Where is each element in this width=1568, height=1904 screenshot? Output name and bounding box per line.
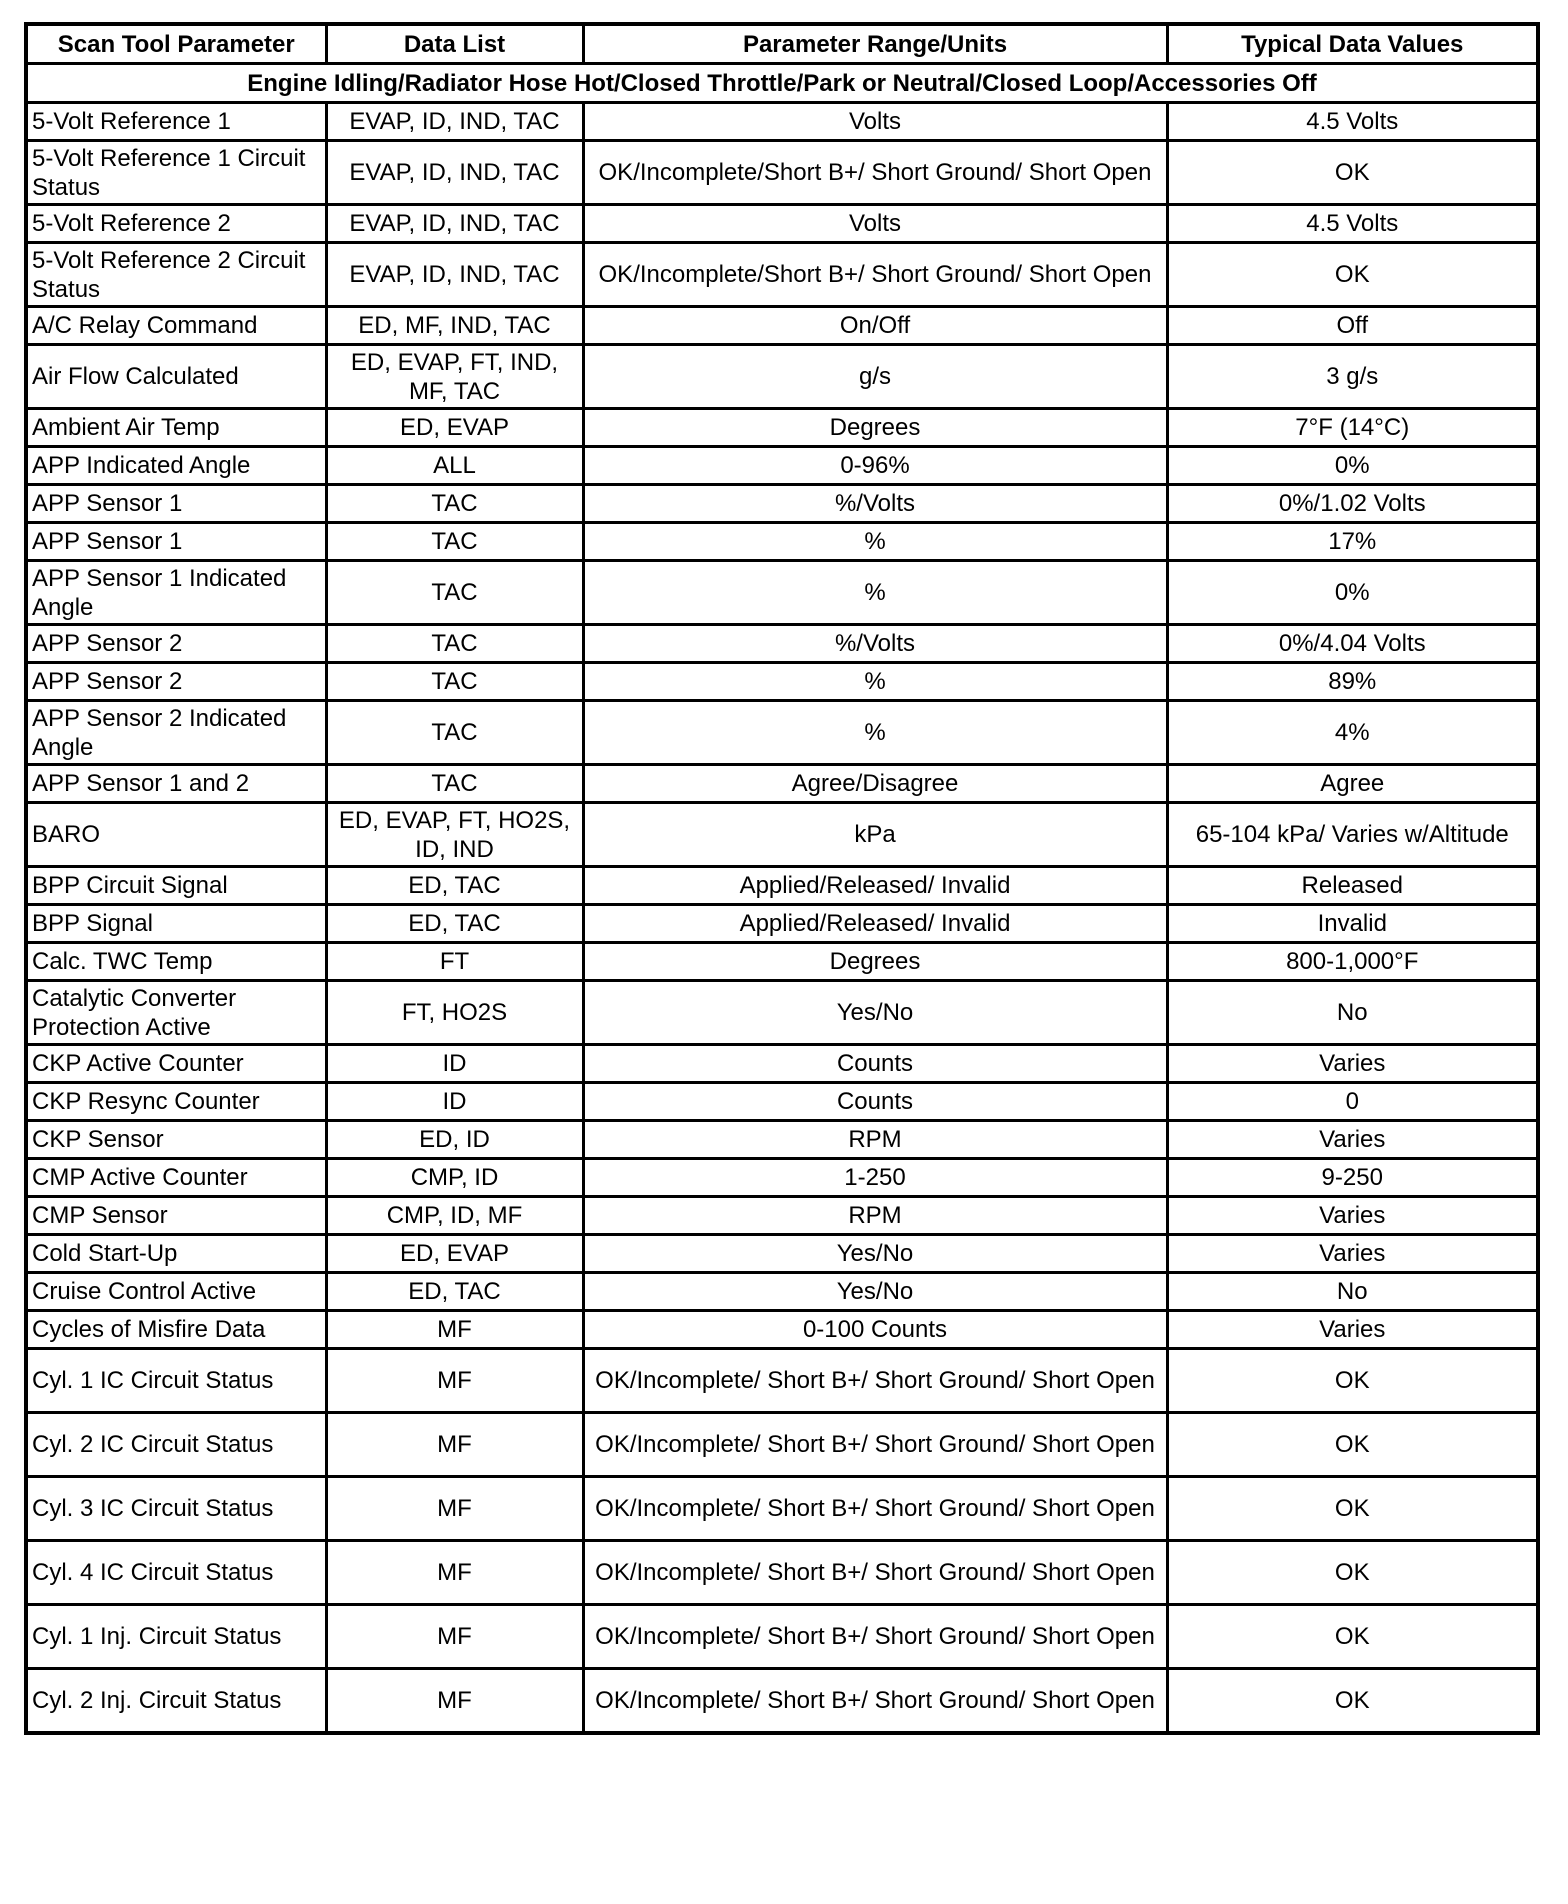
typical-value-cell: Varies — [1167, 1121, 1538, 1159]
data-list-cell: TAC — [326, 561, 583, 625]
param-cell: A/C Relay Command — [26, 307, 326, 345]
range-cell: OK/Incomplete/ Short B+/ Short Ground/ Short Open — [583, 1605, 1167, 1669]
param-cell: Ambient Air Temp — [26, 409, 326, 447]
data-list-cell: ALL — [326, 447, 583, 485]
typical-value-cell: OK — [1167, 1605, 1538, 1669]
typical-value-cell: Invalid — [1167, 905, 1538, 943]
data-list-cell: EVAP, ID, IND, TAC — [326, 103, 583, 141]
typical-value-cell: 0%/1.02 Volts — [1167, 485, 1538, 523]
typical-value-cell: OK — [1167, 1477, 1538, 1541]
range-cell: OK/Incomplete/ Short B+/ Short Ground/ Short Open — [583, 1349, 1167, 1413]
param-cell: BARO — [26, 803, 326, 867]
typical-value-cell: 4% — [1167, 701, 1538, 765]
param-cell: APP Sensor 2 Indicated Angle — [26, 701, 326, 765]
table-row — [26, 1413, 1538, 1477]
typical-value-cell: 0% — [1167, 447, 1538, 485]
param-cell: 5-Volt Reference 1 — [26, 103, 326, 141]
param-cell: BPP Signal — [26, 905, 326, 943]
param-cell: Air Flow Calculated — [26, 345, 326, 409]
table-row — [26, 625, 1538, 663]
data-list-cell: ED, MF, IND, TAC — [326, 307, 583, 345]
data-list-cell: MF — [326, 1541, 583, 1605]
data-list-cell: FT, HO2S — [326, 981, 583, 1045]
table-row — [26, 1235, 1538, 1273]
range-cell: OK/Incomplete/ Short B+/ Short Ground/ Short Open — [583, 1541, 1167, 1605]
param-cell: Calc. TWC Temp — [26, 943, 326, 981]
data-list-cell: EVAP, ID, IND, TAC — [326, 243, 583, 307]
typical-value-cell: No — [1167, 981, 1538, 1045]
table-row — [26, 1541, 1538, 1605]
range-cell: OK/Incomplete/ Short B+/ Short Ground/ Short Open — [583, 1669, 1167, 1734]
typical-value-cell: Varies — [1167, 1311, 1538, 1349]
param-cell: CKP Resync Counter — [26, 1083, 326, 1121]
table-row — [26, 1605, 1538, 1669]
param-cell: APP Sensor 1 — [26, 523, 326, 561]
table-row — [26, 1159, 1538, 1197]
table-row — [26, 485, 1538, 523]
table-row — [26, 1083, 1538, 1121]
table-row — [26, 141, 1538, 205]
data-list-cell: ID — [326, 1083, 583, 1121]
typical-value-cell: 0% — [1167, 561, 1538, 625]
header-row — [26, 24, 1538, 64]
typical-value-cell: OK — [1167, 141, 1538, 205]
data-list-cell: ED, TAC — [326, 1273, 583, 1311]
table-row — [26, 1045, 1538, 1083]
range-cell: Counts — [583, 1045, 1167, 1083]
data-list-cell: ED, TAC — [326, 867, 583, 905]
range-cell: OK/Incomplete/Short B+/ Short Ground/ Short Open — [583, 141, 1167, 205]
typical-value-cell: OK — [1167, 1349, 1538, 1413]
typical-value-cell: Agree — [1167, 765, 1538, 803]
data-list-cell: ED, ID — [326, 1121, 583, 1159]
param-cell: CMP Sensor — [26, 1197, 326, 1235]
range-cell: 0-96% — [583, 447, 1167, 485]
table-row — [26, 663, 1538, 701]
param-cell: APP Sensor 1 — [26, 485, 326, 523]
table-row — [26, 1197, 1538, 1235]
range-cell: % — [583, 701, 1167, 765]
typical-value-cell: 89% — [1167, 663, 1538, 701]
range-cell: 0-100 Counts — [583, 1311, 1167, 1349]
param-cell: Cold Start-Up — [26, 1235, 326, 1273]
range-cell: kPa — [583, 803, 1167, 867]
table-row — [26, 1121, 1538, 1159]
table-row — [26, 103, 1538, 141]
table-row — [26, 243, 1538, 307]
range-cell: Degrees — [583, 943, 1167, 981]
range-cell: Applied/Released/ Invalid — [583, 905, 1167, 943]
range-cell: % — [583, 663, 1167, 701]
param-cell: Cyl. 3 IC Circuit Status — [26, 1477, 326, 1541]
range-cell: Volts — [583, 205, 1167, 243]
param-cell: APP Sensor 1 and 2 — [26, 765, 326, 803]
table-row — [26, 765, 1538, 803]
typical-value-cell: Varies — [1167, 1045, 1538, 1083]
table-row — [26, 447, 1538, 485]
typical-value-cell: Released — [1167, 867, 1538, 905]
data-list-cell: MF — [326, 1605, 583, 1669]
range-cell: 1-250 — [583, 1159, 1167, 1197]
data-list-cell: TAC — [326, 701, 583, 765]
range-cell: OK/Incomplete/Short B+/ Short Ground/ Short Open — [583, 243, 1167, 307]
range-cell: %/Volts — [583, 485, 1167, 523]
param-cell: Cycles of Misfire Data — [26, 1311, 326, 1349]
table-row — [26, 1477, 1538, 1541]
typical-value-cell: OK — [1167, 243, 1538, 307]
data-list-cell: ED, EVAP — [326, 1235, 583, 1273]
typical-value-cell: 800-1,000°F — [1167, 943, 1538, 981]
data-list-cell: ID — [326, 1045, 583, 1083]
data-list-cell: MF — [326, 1311, 583, 1349]
typical-value-cell: 9-250 — [1167, 1159, 1538, 1197]
data-list-cell: TAC — [326, 765, 583, 803]
range-cell: Agree/Disagree — [583, 765, 1167, 803]
table-row — [26, 1273, 1538, 1311]
param-cell: CMP Active Counter — [26, 1159, 326, 1197]
typical-value-cell: Varies — [1167, 1235, 1538, 1273]
data-list-cell: MF — [326, 1413, 583, 1477]
range-cell: Volts — [583, 103, 1167, 141]
range-cell: On/Off — [583, 307, 1167, 345]
data-list-cell: CMP, ID — [326, 1159, 583, 1197]
data-list-cell: ED, EVAP, FT, HO2S, ID, IND — [326, 803, 583, 867]
data-list-cell: EVAP, ID, IND, TAC — [326, 141, 583, 205]
data-list-cell: EVAP, ID, IND, TAC — [326, 205, 583, 243]
table-row — [26, 307, 1538, 345]
param-cell: Cyl. 1 IC Circuit Status — [26, 1349, 326, 1413]
data-list-cell: MF — [326, 1477, 583, 1541]
section-row — [26, 64, 1538, 103]
param-cell: 5-Volt Reference 2 — [26, 205, 326, 243]
range-cell: Applied/Released/ Invalid — [583, 867, 1167, 905]
typical-value-cell: Varies — [1167, 1197, 1538, 1235]
param-cell: Cyl. 2 IC Circuit Status — [26, 1413, 326, 1477]
typical-value-cell: Off — [1167, 307, 1538, 345]
table-row — [26, 1669, 1538, 1734]
data-list-cell: MF — [326, 1349, 583, 1413]
param-cell: APP Sensor 2 — [26, 663, 326, 701]
typical-value-cell: 4.5 Volts — [1167, 103, 1538, 141]
data-list-cell: ED, EVAP — [326, 409, 583, 447]
range-cell: Yes/No — [583, 1273, 1167, 1311]
table-body — [26, 64, 1538, 1734]
typical-value-cell: 4.5 Volts — [1167, 205, 1538, 243]
table-row — [26, 803, 1538, 867]
param-cell: Cyl. 1 Inj. Circuit Status — [26, 1605, 326, 1669]
table-row — [26, 701, 1538, 765]
data-list-cell: ED, TAC — [326, 905, 583, 943]
typical-value-cell: 65-104 kPa/ Varies w/Altitude — [1167, 803, 1538, 867]
section-title: Engine Idling/Radiator Hose Hot/Closed Throttle/Park or Neutral/Closed Loop/Accessories Off — [26, 64, 1538, 103]
typical-value-cell: OK — [1167, 1413, 1538, 1477]
table-row — [26, 905, 1538, 943]
range-cell: g/s — [583, 345, 1167, 409]
header-data-list: Data List — [326, 24, 583, 64]
typical-value-cell: 0%/4.04 Volts — [1167, 625, 1538, 663]
table-row — [26, 345, 1538, 409]
param-cell: Catalytic Converter Protection Active — [26, 981, 326, 1045]
param-cell: APP Sensor 2 — [26, 625, 326, 663]
table-row — [26, 409, 1538, 447]
param-cell: APP Sensor 1 Indicated Angle — [26, 561, 326, 625]
table-row — [26, 1349, 1538, 1413]
typical-value-cell: OK — [1167, 1541, 1538, 1605]
param-cell: CKP Active Counter — [26, 1045, 326, 1083]
table-row — [26, 867, 1538, 905]
table-row — [26, 981, 1538, 1045]
header-parameter-range-units: Parameter Range/Units — [583, 24, 1167, 64]
table-row — [26, 1311, 1538, 1349]
range-cell: Counts — [583, 1083, 1167, 1121]
typical-value-cell: No — [1167, 1273, 1538, 1311]
range-cell: Yes/No — [583, 981, 1167, 1045]
param-cell: Cyl. 4 IC Circuit Status — [26, 1541, 326, 1605]
data-list-cell: TAC — [326, 523, 583, 561]
table-row — [26, 561, 1538, 625]
table-row — [26, 523, 1538, 561]
range-cell: RPM — [583, 1197, 1167, 1235]
typical-value-cell: OK — [1167, 1669, 1538, 1734]
range-cell: OK/Incomplete/ Short B+/ Short Ground/ Short Open — [583, 1477, 1167, 1541]
data-list-cell: ED, EVAP, FT, IND, MF, TAC — [326, 345, 583, 409]
range-cell: RPM — [583, 1121, 1167, 1159]
range-cell: % — [583, 561, 1167, 625]
typical-value-cell: 17% — [1167, 523, 1538, 561]
scan-tool-data-table — [24, 22, 1540, 1735]
data-list-cell: FT — [326, 943, 583, 981]
param-cell: 5-Volt Reference 1 Circuit Status — [26, 141, 326, 205]
data-list-cell: TAC — [326, 625, 583, 663]
data-list-cell: TAC — [326, 485, 583, 523]
range-cell: Degrees — [583, 409, 1167, 447]
table-row — [26, 943, 1538, 981]
table-row — [26, 205, 1538, 243]
range-cell: %/Volts — [583, 625, 1167, 663]
typical-value-cell: 0 — [1167, 1083, 1538, 1121]
param-cell: Cyl. 2 Inj. Circuit Status — [26, 1669, 326, 1734]
param-cell: 5-Volt Reference 2 Circuit Status — [26, 243, 326, 307]
data-list-cell: CMP, ID, MF — [326, 1197, 583, 1235]
param-cell: BPP Circuit Signal — [26, 867, 326, 905]
data-list-cell: TAC — [326, 663, 583, 701]
range-cell: % — [583, 523, 1167, 561]
header-typical-data-values: Typical Data Values — [1167, 24, 1538, 64]
range-cell: OK/Incomplete/ Short B+/ Short Ground/ Short Open — [583, 1413, 1167, 1477]
data-list-cell: MF — [326, 1669, 583, 1734]
range-cell: Yes/No — [583, 1235, 1167, 1273]
param-cell: Cruise Control Active — [26, 1273, 326, 1311]
typical-value-cell: 7°F (14°C) — [1167, 409, 1538, 447]
param-cell: APP Indicated Angle — [26, 447, 326, 485]
header-scan-tool-parameter: Scan Tool Parameter — [26, 24, 326, 64]
param-cell: CKP Sensor — [26, 1121, 326, 1159]
typical-value-cell: 3 g/s — [1167, 345, 1538, 409]
